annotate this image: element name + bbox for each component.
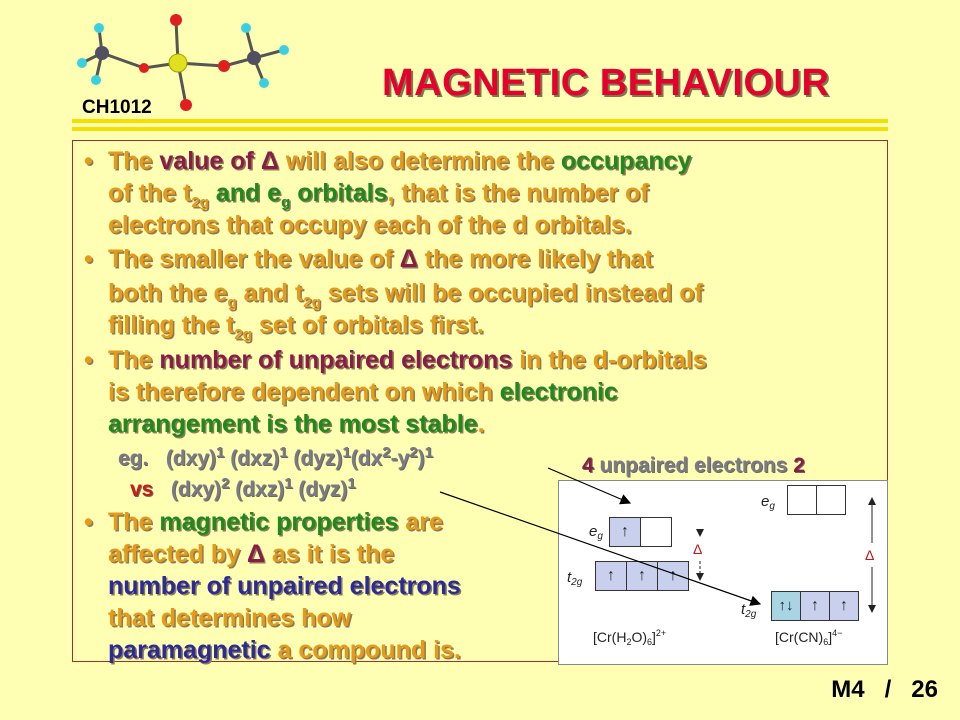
left-delta-label: Δ xyxy=(693,541,703,557)
unpaired-caption: 4 unpaired electrons 2 xyxy=(582,454,805,477)
page-number: 26 xyxy=(911,676,938,703)
right-t2g-label: $t_{2g}$ xyxy=(741,601,757,620)
right-delta-label: Δ xyxy=(865,547,875,563)
complex-left-label: $[Cr(H_2O)_6]^{2+}$ xyxy=(593,628,667,647)
orbital-box: ↑ xyxy=(658,561,689,591)
right-eg-label: $e_g$ xyxy=(761,493,775,512)
left-eg-label: $e_g$ xyxy=(589,523,603,542)
left-t2g-label: $t_{2g}$ xyxy=(567,569,583,588)
orbital-box: ↑ xyxy=(627,561,658,591)
page-title: MAGNETIC BEHAVIOUR xyxy=(382,62,830,104)
course-code: CH1012 xyxy=(82,97,152,118)
orbital-box: ↑ xyxy=(595,561,627,591)
orbital-box: ↑ xyxy=(609,517,641,547)
example-line-1: eg. (dxy)$^1$ (dxz)$^1$ $(dyz)^1(dx^2-y^2)^1$ xyxy=(118,444,433,470)
pointer-line-vs xyxy=(440,492,760,604)
complex-right-label: $[Cr(CN)_6]^{4-}$ xyxy=(775,628,843,647)
orbital-box: ↑ xyxy=(801,591,830,621)
separator: / xyxy=(884,676,892,703)
example-line-2: vs (dxy)$^2$ (dxz)$^1$ (dyz)$^1$ xyxy=(130,475,356,501)
module-label: M4 xyxy=(831,676,865,703)
pointer-line-eg xyxy=(548,468,630,503)
slide-footer xyxy=(831,676,938,704)
orbital-box: ↑↓ xyxy=(771,591,801,621)
orbital-box: ↑ xyxy=(830,591,859,621)
